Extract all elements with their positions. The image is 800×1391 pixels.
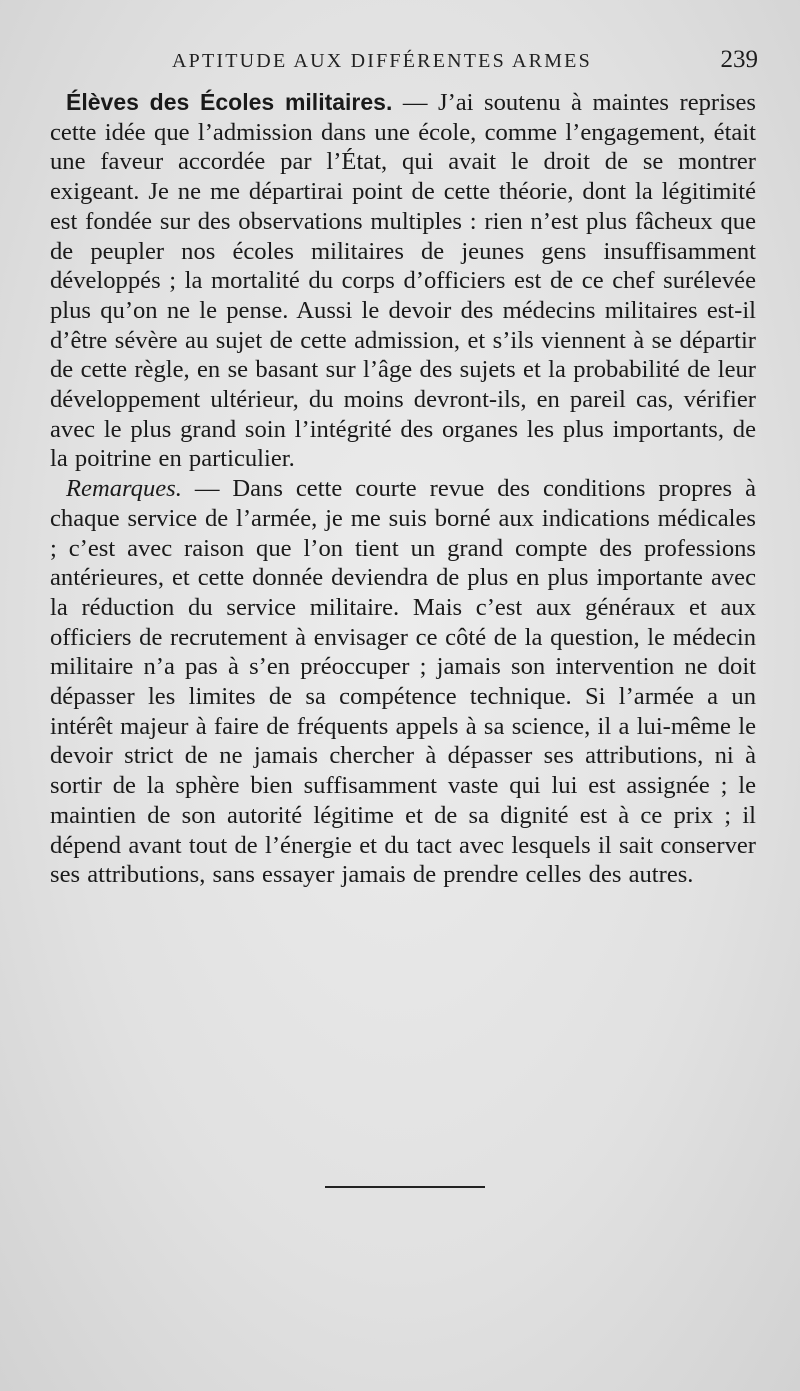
page-header — [48, 44, 758, 80]
paragraph-text-eleves: — J’ai soutenu à maintes reprises cette idée que l’admission dans une école, comme l’engagement, était une faveur accordée par l’État, qui avait le droit de se montrer exigeant. Je ne me départirai point de cette théorie, dont la légitimité est fondée sur des observations multiples : rien n’est plus fâcheux que de peupler nos écoles militaires de jeunes gens insuffisamment développés ; la mortalité du corps d’officiers est de ce chef surélevée plus qu’on ne le pense. Aussi le devoir des médecins militaires est-il d’être sévère au sujet de cette admission, et s’ils viennent à se départir de cette règle, en se basant sur l’âge des sujets et la probabilité de leur développement ultérieur, du moins devront-ils, en pareil cas, vérifier avec le plus grand soin l’intégrité des organes les plus importants, de la poitrine en particulier. — [50, 89, 756, 473]
running-title: APTITUDE AUX DIFFÉRENTES ARMES — [172, 50, 592, 72]
paragraph-heading-eleves: Élèves des Écoles militaires. — [66, 89, 393, 115]
paragraph-heading-remarques: Remarques. — [66, 475, 182, 503]
body-text — [50, 88, 756, 890]
paragraph-remarques — [50, 474, 756, 890]
paragraph-eleves — [50, 88, 756, 474]
paragraph-text-remarques: — Dans cette courte revue des conditions propres à chaque service de l’armée, je me suis borné aux indications médicales ; c’est avec raison que l’on tient un grand compte des professions antérieures, et cette donnée deviendra de plus en plus importante avec la réduction du service militaire. Mais c’est aux généraux et aux officiers de recrutement à envisager ce côté de la question, le médecin militaire n’a pas à s’en préoccuper ; jamais son intervention ne doit dépasser les limites de sa compétence technique. Si l’armée a un intérêt majeur à faire de fréquents appels à sa science, il a lui-même le devoir strict de ne jamais chercher à dépasser ses attributions, ni à sortir de la sphère bien suffisamment vaste qui lui est assignée ; le maintien de son autorité légitime et de sa dignité est à ce prix ; il dépend avant tout de l’énergie et du tact avec lesquels il sait conserver ses attributions, sans essayer jamais de prendre celles des autres. — [50, 475, 756, 889]
page-number: 239 — [720, 46, 758, 73]
end-rule-divider — [325, 1186, 485, 1188]
